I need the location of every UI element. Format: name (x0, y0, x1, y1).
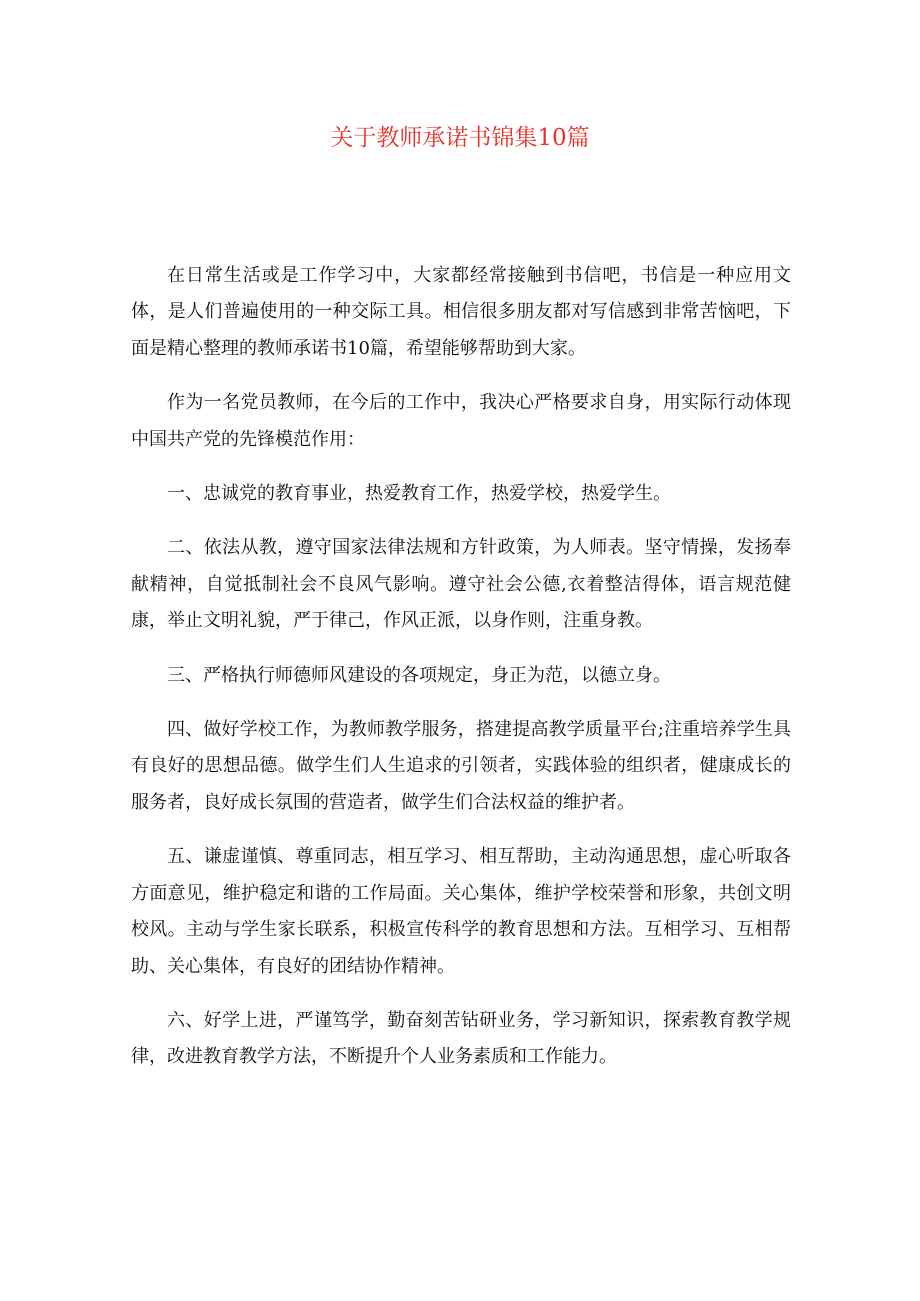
pledge-item-1: 一、忠诚党的教育事业，热爱教育工作，热爱学校，热爱学生。 (167, 483, 671, 505)
document-body (131, 258, 791, 1094)
pledge-item-3: 三、严格执行师德师风建设的各项规定，身正为范，以德立身。 (167, 664, 671, 686)
intro-paragraph: 在日常生活或是工作学习中，大家都经常接触到书信吧，书信是一种应用文体，是人们普遍使用的一种交际工具。相信很多朋友都对写信感到非常苦恼吧，下面是精心整理的教师承诺书10篇，希望能够帮助到大家。 (131, 265, 791, 359)
pledge-item-2: 二、依法从教，遵守国家法律法规和方针政策，为人师表。坚守情操，发扬奉献精神，自觉抵制社会不良风气影响。遵守社会公德,衣着整洁得体，语言规范健康，举止文明礼貌，严于律己，作风正派，以身作则，注重身教。 (131, 537, 791, 632)
pledge-item-6: 六、好学上进，严谨笃学，勤奋刻苦钻研业务，学习新知识，探索教育教学规律，改进教育教学方法，不断提升个人业务素质和工作能力。 (131, 1009, 791, 1068)
pledge-item-4: 四、做好学校工作，为教师教学服务，搭建提高教学质量平台;注重培养学生具有良好的思想品德。做学生们人生追求的引领者，实践体验的组织者，健康成长的服务者，良好成长氛围的营造者，做学生们合法权益的维护者。 (131, 719, 791, 813)
pledge-intro-paragraph: 作为一名党员教师，在今后的工作中，我决心严格要求自身，用实际行动体现中国共产党的先锋模范作用： (131, 392, 791, 450)
pledge-item-5: 五、谦虚谨慎、尊重同志，相互学习、相互帮助，主动沟通思想，虚心听取各方面意见，维护稳定和谐的工作局面。关心集体，维护学校荣誉和形象，共创文明校风。主动与学生家长联系，积极宣传科学的教育思想和方法。互相学习、互相帮助、关心集体，有良好的团结协作精神。 (131, 846, 791, 977)
document-title: 关于教师承诺书锦集10篇 (330, 125, 590, 151)
